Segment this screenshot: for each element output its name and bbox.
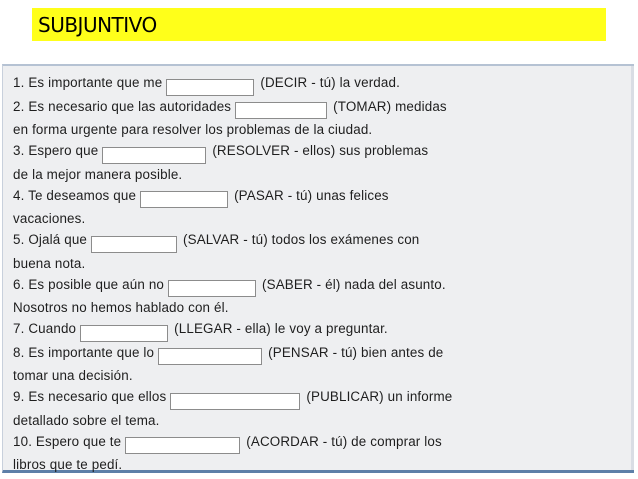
item-8-continuation: tomar una decisión. [13, 368, 133, 383]
answer-field-7[interactable] [80, 325, 168, 342]
item-7-text: 7. Cuando [13, 321, 77, 336]
answer-field-2[interactable] [235, 102, 327, 119]
item-8-text: 8. Es importante que lo [13, 344, 155, 360]
exercise-item-6 [13, 274, 625, 319]
exercise-item-5 [13, 229, 625, 274]
exercise-item-7 [13, 318, 625, 342]
item-2-continuation: en forma urgente para resolver los problemas de la ciudad. [13, 122, 373, 137]
exercise-item-8 [13, 342, 625, 387]
answer-field-10[interactable] [125, 437, 240, 454]
item-6-verb: (SABER - él) nada del asunto. [262, 276, 446, 292]
item-10-verb: (ACORDAR - tú) de comprar los [246, 433, 442, 449]
item-9-text: 9. Es necesario que ellos [13, 389, 167, 404]
item-9-continuation: detallado sobre el tema. [13, 412, 160, 428]
item-4-continuation: vacaciones. [13, 211, 86, 226]
item-4-verb: (PASAR - tú) unas felices [234, 187, 389, 203]
exercise-panel [2, 64, 634, 473]
item-10-continuation: libros que te pedí. [13, 457, 123, 472]
item-7-verb: (LLEGAR - ella) le voy a preguntar. [174, 321, 388, 336]
answer-field-5[interactable] [91, 236, 177, 253]
item-2-text: 2. Es necesario que las autoridades [13, 98, 232, 114]
item-1-verb: (DECIR - tú) la verdad. [260, 75, 400, 90]
item-2-verb: (TOMAR) medidas [333, 98, 447, 114]
panel-edge [631, 66, 634, 470]
item-5-text: 5. Ojalá que [13, 232, 88, 247]
exercise-item-1 [13, 72, 625, 96]
answer-field-1[interactable] [166, 79, 254, 96]
answer-field-4[interactable] [140, 191, 228, 208]
item-4-text: 4. Te deseamos que [13, 187, 137, 203]
item-6-continuation: Nosotros no hemos hablado con él. [13, 300, 229, 315]
item-10-text: 10. Espero que te [13, 433, 122, 449]
item-9-verb: (PUBLICAR) un informe [306, 389, 453, 404]
item-8-verb: (PENSAR - tú) bien antes de [268, 344, 444, 360]
exercise-item-10 [13, 431, 625, 476]
item-3-continuation: de la mejor manera posible. [13, 166, 183, 182]
item-1-text: 1. Es importante que me [13, 75, 163, 90]
item-6-text: 6. Es posible que aún no [13, 276, 165, 292]
item-5-continuation: buena nota. [13, 255, 86, 271]
exercise-item-3 [13, 140, 625, 185]
item-3-verb: (RESOLVER - ellos) sus problemas [212, 143, 429, 158]
exercise-list [13, 72, 625, 475]
answer-field-8[interactable] [158, 348, 262, 365]
answer-field-9[interactable] [170, 393, 300, 410]
answer-field-6[interactable] [168, 280, 256, 297]
exercise-item-2 [13, 96, 625, 141]
title-banner [32, 8, 606, 41]
exercise-item-4 [13, 185, 625, 230]
answer-field-3[interactable] [102, 147, 206, 164]
exercise-item-9 [13, 386, 625, 431]
item-3-text: 3. Espero que [13, 143, 99, 158]
page-title: SUBJUNTIVO [38, 12, 157, 37]
item-5-verb: (SALVAR - tú) todos los exámenes con [183, 232, 420, 247]
